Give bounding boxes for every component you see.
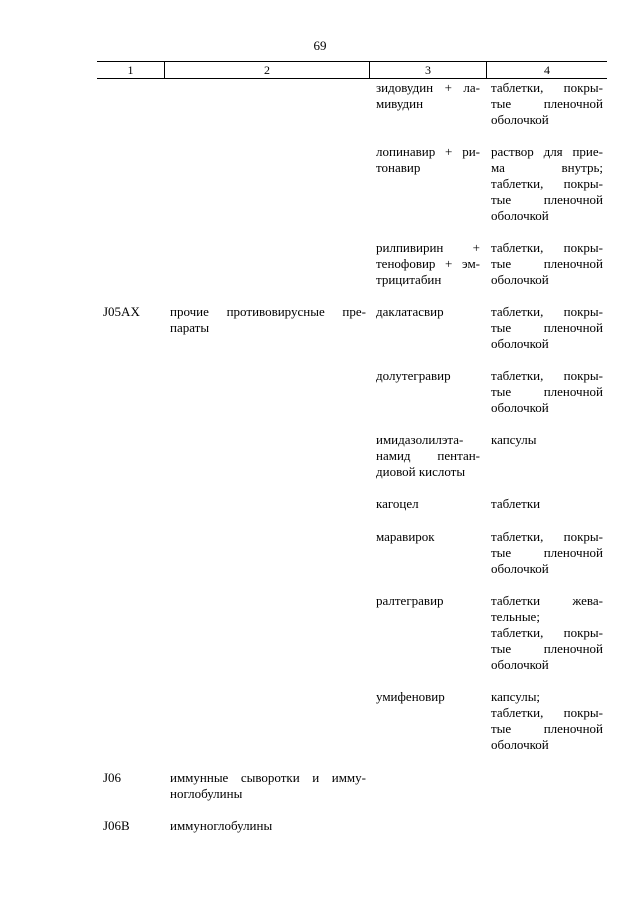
table-header — [97, 61, 607, 79]
table-cell-col-3 — [376, 432, 480, 480]
cell-text-line: J05AX — [103, 304, 140, 319]
header-col-3: 3 — [425, 63, 431, 77]
table-cell-col-2 — [170, 304, 366, 336]
table-cell-col-3 — [376, 304, 480, 320]
table-cell-col-2 — [170, 770, 366, 802]
cell-text-line: оболочкой — [491, 657, 549, 672]
cell-text-line: прочие противовирусные пре- — [170, 304, 366, 319]
cell-text-line: кагоцел — [376, 496, 419, 511]
cell-text-line: маравирок — [376, 529, 435, 544]
cell-text-line: умифеновир — [376, 689, 445, 704]
table-cell-col-3 — [376, 529, 480, 545]
table-cell-col-3 — [376, 593, 480, 609]
cell-text-line: ралтегравир — [376, 593, 444, 608]
table-cell-col-3 — [376, 368, 480, 384]
cell-text-line: имидазолилэта- — [376, 432, 464, 447]
cell-text-line: J06B — [103, 818, 130, 833]
cell-text-line: оболочкой — [491, 737, 549, 752]
table-cell-col-4 — [491, 144, 603, 224]
cell-text-line: таблетки, покры- — [491, 705, 603, 720]
table-cell-col-4 — [491, 689, 603, 753]
table-cell-col-3 — [376, 240, 480, 288]
cell-text-line: тельные; — [491, 609, 540, 624]
cell-text-line: тенофовир + эм- — [376, 256, 480, 271]
cell-text-line: ма внутрь; — [491, 160, 603, 175]
cell-text-line: капсулы; — [491, 689, 541, 704]
table-cell-col-3 — [376, 689, 480, 705]
table-cell-col-1 — [103, 304, 163, 320]
cell-text-line: таблетки, покры- — [491, 368, 603, 383]
cell-text-line: тые пленочной — [491, 192, 603, 207]
table-cell-col-4 — [491, 368, 603, 416]
table-cell-col-4 — [491, 529, 603, 577]
table-cell-col-4 — [491, 496, 603, 512]
table-cell-col-4 — [491, 240, 603, 288]
cell-text-line: зидовудин + ла- — [376, 80, 480, 95]
cell-text-line: мивудин — [376, 96, 424, 111]
cell-text-line: даклатасвир — [376, 304, 444, 319]
table-cell-col-3 — [376, 144, 480, 176]
cell-text-line: тонавир — [376, 160, 421, 175]
cell-text-line: оболочкой — [491, 272, 549, 287]
cell-text-line: ноглобулины — [170, 786, 243, 801]
header-col-2: 2 — [264, 63, 270, 77]
cell-text-line: оболочкой — [491, 400, 549, 415]
cell-text-line: оболочкой — [491, 112, 549, 127]
cell-text-line: таблетки, покры- — [491, 80, 603, 95]
cell-text-line: таблетки, покры- — [491, 304, 603, 319]
table-cell-col-3 — [376, 80, 480, 112]
cell-text-line: оболочкой — [491, 561, 549, 576]
table-cell-col-4 — [491, 80, 603, 128]
cell-text-line: диовой кислоты — [376, 464, 466, 479]
table-cell-col-3 — [376, 496, 480, 512]
cell-text-line: таблетки — [491, 496, 541, 511]
cell-text-line: лопинавир + ри- — [376, 144, 480, 159]
cell-text-line: J06 — [103, 770, 122, 785]
cell-text-line: трицитабин — [376, 272, 442, 287]
cell-text-line: тые пленочной — [491, 96, 603, 111]
cell-text-line: раствор для прие- — [491, 144, 603, 159]
cell-text-line: тые пленочной — [491, 256, 603, 271]
cell-text-line: тые пленочной — [491, 721, 603, 736]
table-cell-col-4 — [491, 304, 603, 352]
cell-text-line: таблетки, покры- — [491, 625, 603, 640]
page-number: 69 — [313, 38, 327, 53]
header-col-1: 1 — [127, 63, 134, 77]
cell-text-line: рилпивирин + — [376, 240, 480, 255]
cell-text-line: таблетки, покры- — [491, 176, 603, 191]
cell-text-line: таблетки жева- — [491, 593, 603, 608]
table-cell-col-2 — [170, 818, 366, 834]
table-cell-col-1 — [103, 818, 163, 834]
cell-text-line: тые пленочной — [491, 545, 603, 560]
cell-text-line: намид пентан- — [376, 448, 480, 463]
cell-text-line: тые пленочной — [491, 384, 603, 399]
cell-text-line: таблетки, покры- — [491, 529, 603, 544]
cell-text-line: параты — [170, 320, 210, 335]
table-cell-col-1 — [103, 770, 163, 786]
cell-text-line: долутегравир — [376, 368, 451, 383]
cell-text-line: иммунные сыворотки и имму- — [170, 770, 366, 785]
table-cell-col-4 — [491, 432, 603, 448]
cell-text-line: тые пленочной — [491, 320, 603, 335]
cell-text-line: оболочкой — [491, 336, 549, 351]
cell-text-line: капсулы — [491, 432, 537, 447]
cell-text-line: таблетки, покры- — [491, 240, 603, 255]
cell-text-line: оболочкой — [491, 208, 549, 223]
cell-text-line: иммуноглобулины — [170, 818, 273, 833]
table-cell-col-4 — [491, 593, 603, 673]
header-col-4: 4 — [544, 63, 550, 77]
cell-text-line: тые пленочной — [491, 641, 603, 656]
